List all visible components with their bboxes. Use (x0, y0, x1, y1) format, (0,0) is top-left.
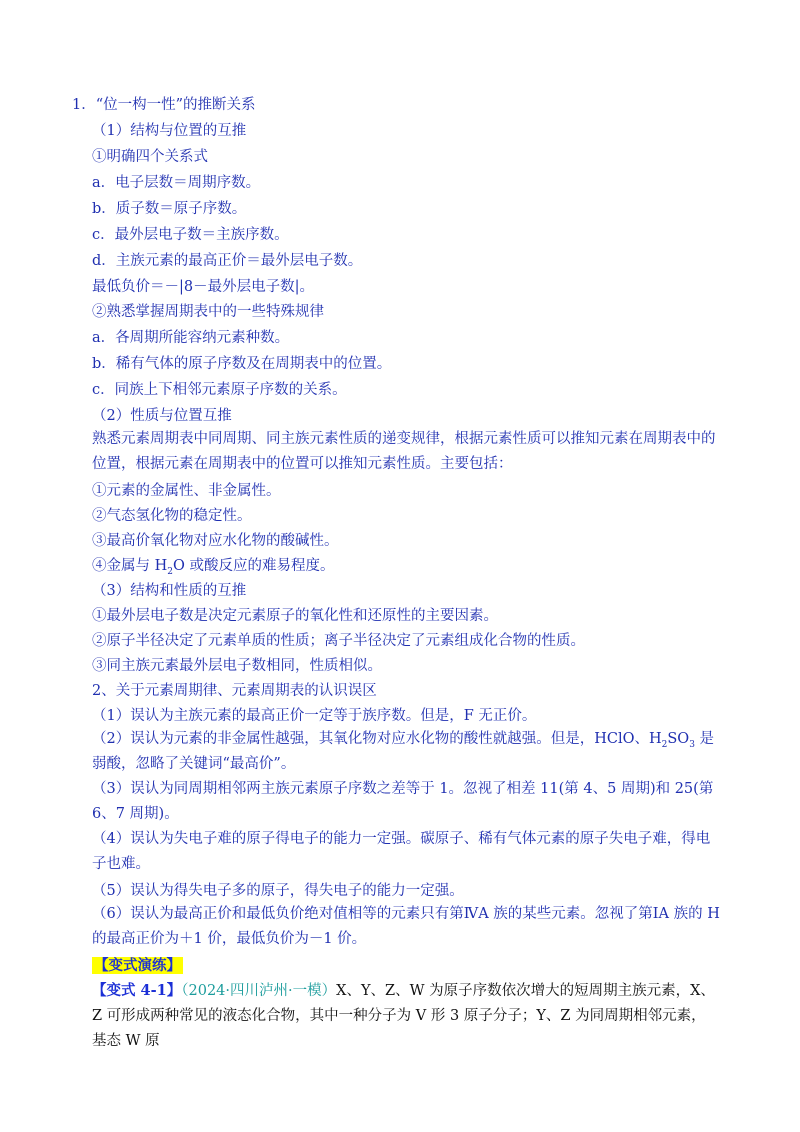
paragraph: 熟悉元素周期表中同周期、同主族元素性质的递变规律，根据元素性质可以推知元素在周期表中的位置，根据元素在周期表中的位置可以推知元素性质。主要包括： (92, 431, 716, 472)
heading-1: 1．“位一构一性”的推断关系 (72, 97, 256, 113)
question-source: （2024·四川泸州·一模） (181, 983, 337, 999)
text-line: a．各周期所能容纳元素种数。 (92, 330, 290, 346)
misconception-1: （1）误认为主族元素的最高正价一定等于族序数。但是，F 无正价。 (92, 708, 537, 724)
text-line: ④金属与 $H_2O$ 或酸反应的难易程度。 (92, 558, 335, 577)
misconception-4: （4）误认为失电子难的原子得电子的能力一定强。碳原子、稀有气体元素的原子失电子难，得电子也难。 (92, 831, 711, 872)
text-line: ②气态氢化物的稳定性。 (92, 508, 252, 524)
section-highlight: 【变式演练】 (94, 957, 181, 974)
text-line: ②熟悉掌握周期表中的一些特殊规律 (92, 304, 324, 320)
text-line: ②原子半径决定了元素单质的性质；离子半径决定了元素组成化合物的性质。 (92, 633, 585, 649)
text-line: ①元素的金属性、非金属性。 (92, 483, 281, 499)
text-line: a．电子层数＝周期序数。 (92, 175, 261, 191)
text-line: c．同族上下相邻元素原子序数的关系。 (92, 382, 347, 398)
text-line: ①明确四个关系式 (92, 149, 208, 165)
misconception-2: （2）误认为元素的非金属性越强，其氧化物对应水化物的酸性就越强。但是，HClO、$H_2SO_3$ 是弱酸，忽略了关键词“最高价”。 (92, 731, 715, 772)
misconception-6: （6）误认为最高正价和最低负价绝对值相等的元素只有第ⅣA 族的某些元素。忽视了第ⅠA 族的 H 的最高正价为＋1 价，最低负价为－1 价。 (92, 906, 720, 947)
question-tag: 【变式 4-1】 (92, 982, 182, 999)
text-line: b．稀有气体的原子序数及在周期表中的位置。 (92, 356, 392, 372)
text-line: d．主族元素的最高正价＝最外层电子数。 (92, 253, 363, 269)
text-line: c．最外层电子数＝主族序数。 (92, 227, 289, 243)
section-label (92, 956, 183, 976)
question-text: X、Y、Z、W 为原子序数依次增大的短周期主族元素，X、Z 可形成两种常见的液态化合物，其中一种分子为 V 形 3 原子分子；Y、Z 为同周期相邻元素，基态 W 原 (92, 983, 715, 1049)
text-line: ③最高价氧化物对应水化物的酸碱性。 (92, 533, 339, 549)
text-line: b．质子数＝原子序数。 (92, 201, 247, 217)
question-4-1 (92, 978, 720, 1054)
subheading-property-position: （2）性质与位置互推 (92, 408, 232, 424)
heading-2: 2、关于元素周期律、元素周期表的认识误区 (92, 683, 377, 699)
misconception-3: （3）误认为同周期相邻两主族元素原子序数之差等于 1。忽视了相差 11(第 4、5 周期)和 25(第 6、7 周期)。 (92, 781, 714, 822)
subheading-structure-position: （1）结构与位置的互推 (92, 123, 247, 139)
text-line: 最低负价＝－|8－最外层电子数|。 (92, 279, 314, 295)
text-line: ①最外层电子数是决定元素原子的氧化性和还原性的主要因素。 (92, 608, 498, 624)
text-line: ③同主族元素最外层电子数相同，性质相似。 (92, 658, 382, 674)
misconception-5: （5）误认为得失电子多的原子，得失电子的能力一定强。 (92, 883, 464, 899)
subheading-structure-property: （3）结构和性质的互推 (92, 583, 247, 599)
